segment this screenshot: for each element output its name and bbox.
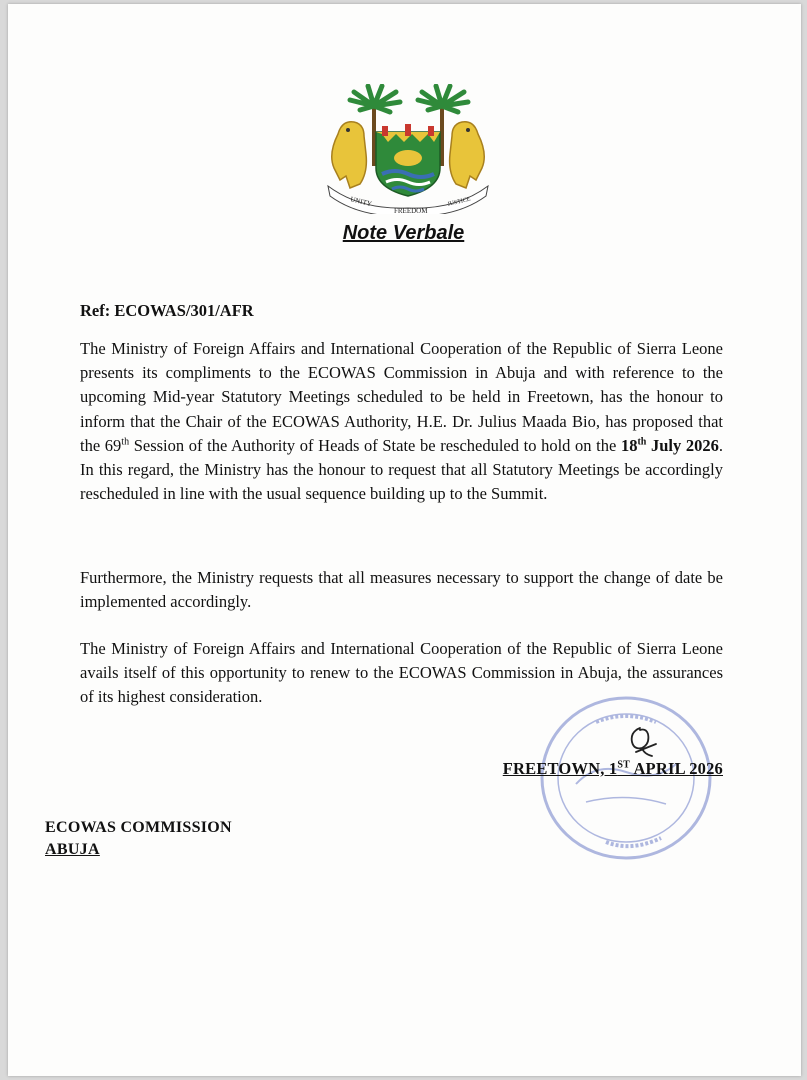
p1-text-c: . In this regard, the Ministry has the honour to request that all Statutory Meetings be accordingly rescheduled in line with the usual sequence building up to the Summit.	[80, 435, 723, 504]
p1-text-a: The Ministry of Foreign Affairs and International Cooperation of the Republic of Sierra Leone presents its compliments to the ECOWAS Commission in Abuja and with reference to the upcoming Mid-year Statutory Meetings scheduled to be held in Freetown, has the honour to inform that the Chair of the ECOWAS Authority, H.E. Dr. Julius Maada Bio, has proposed that the 69	[80, 339, 723, 455]
document-title: Note Verbale	[342, 222, 465, 244]
signature-icon	[622, 724, 662, 760]
p1-date: 18th July 2026	[620, 435, 719, 455]
place-and-date: FREETOWN, 1ST APRIL 2026	[502, 759, 723, 778]
lion-right	[450, 122, 485, 188]
coat-of-arms-icon	[320, 84, 496, 214]
recipient-line-1: ECOWAS COMMISSION	[45, 819, 232, 836]
document-page	[8, 4, 801, 1076]
motto-right: JUSTICE	[447, 196, 472, 208]
body-paragraph-2: Furthermore, the Ministry requests that all measures necessary to support the change of date be implemented accordingly.	[80, 568, 723, 612]
body-paragraph-1	[80, 337, 723, 506]
motto-left: UNITY	[349, 195, 373, 209]
recipient-line-2: ABUJA	[45, 841, 100, 858]
p1-sup-1: th	[121, 436, 130, 448]
shield	[376, 124, 440, 196]
p1-text-b: Session of the Authority of Heads of State be rescheduled to hold on the	[129, 435, 621, 455]
body-paragraph-3: The Ministry of Foreign Affairs and International Cooperation of the Republic of Sierra Leone avails itself of this opportunity to renew to the ECOWAS Commission in Abuja, the assurances of its highest consideration.	[80, 639, 723, 707]
reference-number: Ref: ECOWAS/301/AFR	[80, 301, 254, 320]
lion-left	[332, 122, 367, 188]
motto-center: FREEDOM	[394, 207, 428, 214]
